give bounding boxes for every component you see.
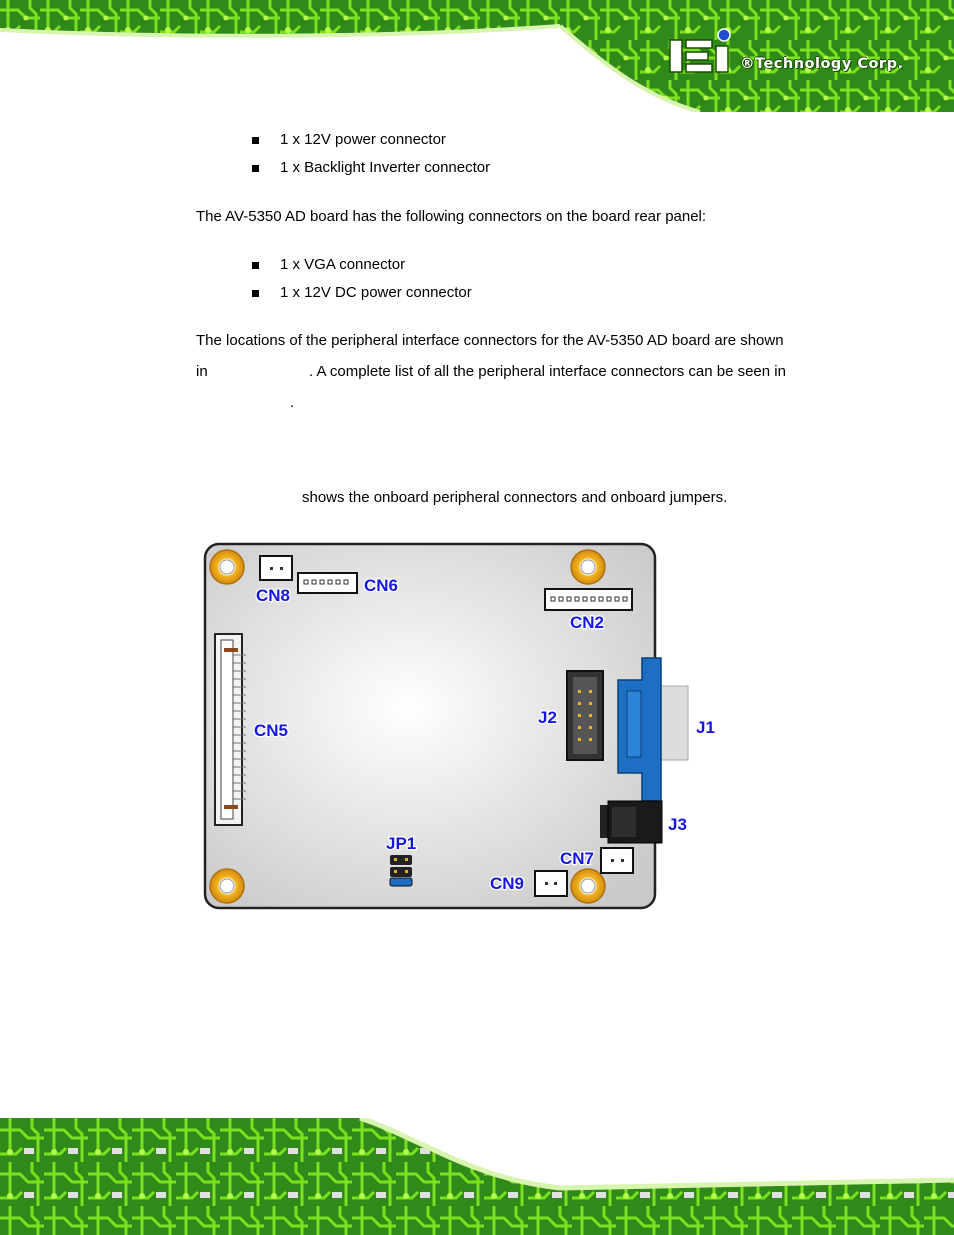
j3-label: J3 (668, 815, 687, 834)
mounting-hole-icon (571, 550, 605, 584)
jp1-jumper (390, 855, 412, 886)
j2-connector (567, 671, 603, 760)
jp1-label: JP1 (386, 834, 417, 853)
rear-panel-intro: The AV-5350 AD board has the following connectors on the board rear panel: (196, 208, 707, 225)
locations-line-3: . (290, 394, 295, 411)
board-layout-diagram (190, 535, 730, 920)
bullet-square-icon (252, 290, 259, 297)
locations-line-1: The locations of the peripheral interface connectors for the AV-5350 AD board are shown (196, 332, 784, 349)
j3-dc-jack (600, 801, 662, 843)
cn5-label: CN5 (254, 721, 289, 740)
j1-label: J1 (696, 718, 715, 737)
rear-panel-connector-list (252, 251, 472, 307)
mounting-hole-icon (210, 550, 244, 584)
list-item: 1 x VGA connector (252, 251, 472, 279)
figure-intro: shows the onboard peripheral connectors and onboard jumpers. (302, 489, 728, 506)
list-item: 1 x Backlight Inverter connector (252, 154, 490, 182)
company-name: ®Technology Corp. (740, 56, 904, 72)
cn7-label: CN7 (560, 849, 595, 868)
locations-line-2-rest: . A complete list of all the peripheral interface connectors can be seen in (309, 363, 786, 380)
mounting-hole-icon (210, 869, 244, 903)
cn2-label: CN2 (570, 613, 605, 632)
cn5-connector (215, 634, 246, 825)
bullet-square-icon (252, 262, 259, 269)
cn6-connector (298, 573, 357, 593)
bullet-square-icon (252, 165, 259, 172)
footer-banner (0, 1118, 954, 1235)
cn9-label: CN9 (490, 874, 525, 893)
locations-line-2-start: in (196, 363, 208, 380)
j2-label: J2 (538, 708, 557, 727)
list-item: 1 x 12V DC power connector (252, 279, 472, 307)
cn8-connector (260, 556, 292, 580)
cn6-label: CN6 (364, 576, 399, 595)
mounting-hole-icon (571, 869, 605, 903)
bullet-square-icon (252, 137, 259, 144)
cn9-connector (535, 871, 567, 896)
cn2-connector (545, 589, 632, 610)
cn7-connector (601, 848, 633, 873)
power-connector-list (252, 126, 490, 182)
cn8-label: CN8 (256, 586, 291, 605)
list-item: 1 x 12V power connector (252, 126, 490, 154)
